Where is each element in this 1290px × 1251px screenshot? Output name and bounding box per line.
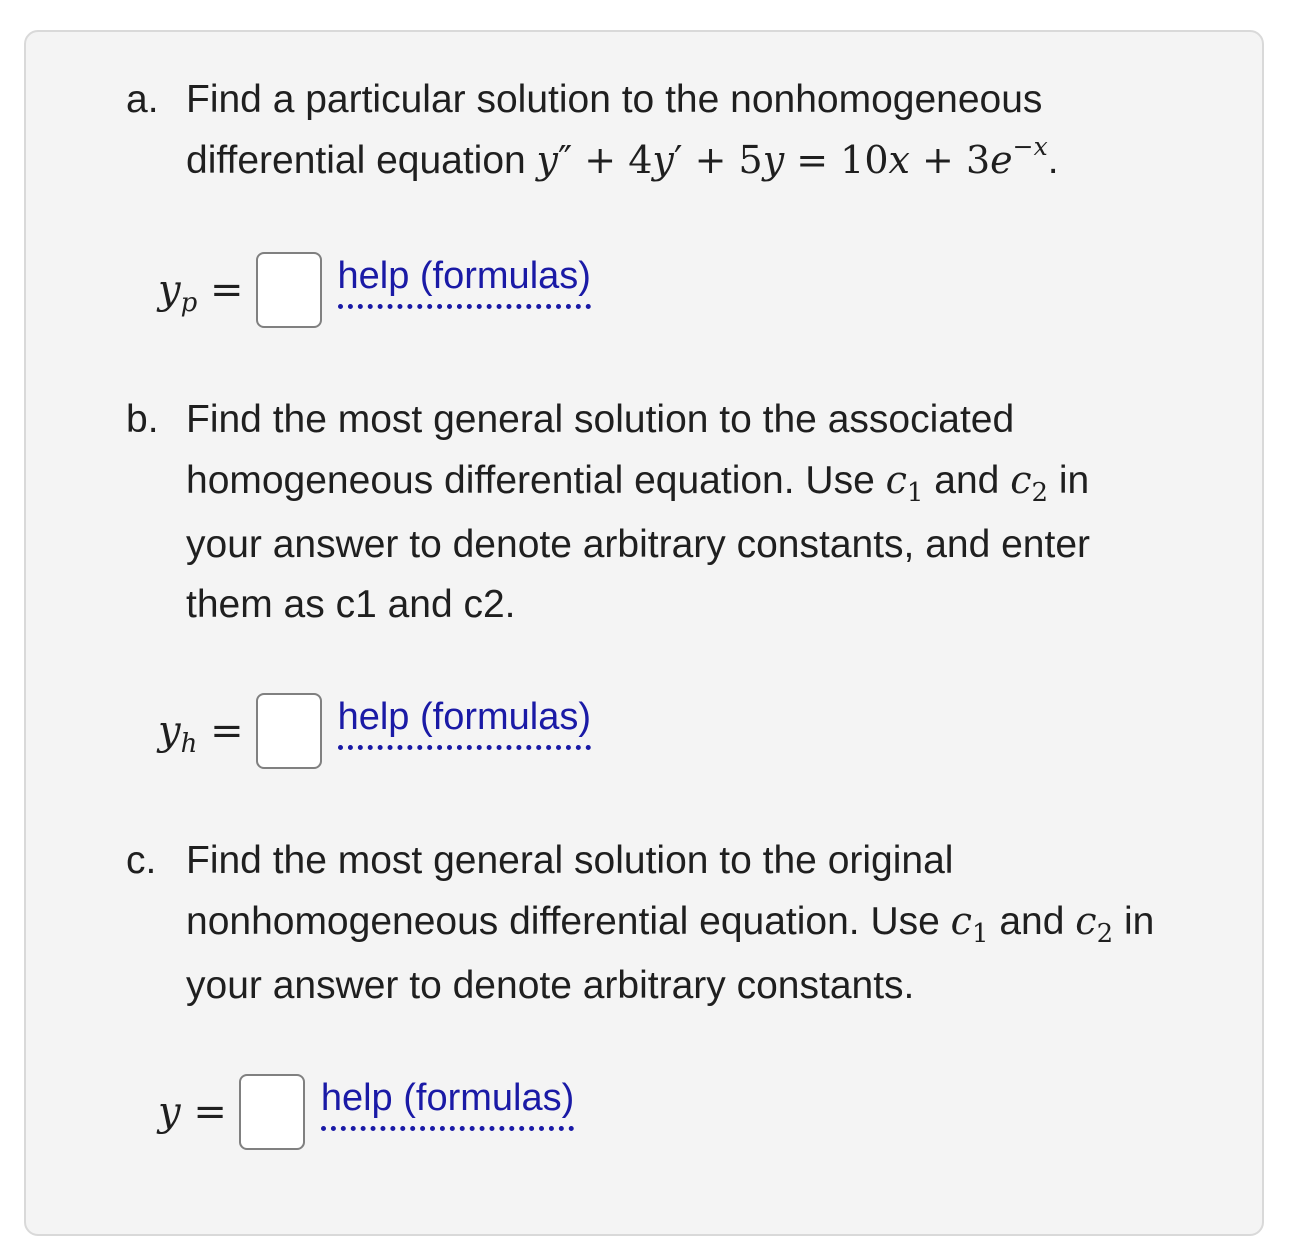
part-a-line2-prefix: differential equation: [186, 139, 537, 182]
part-a-answer-row: [158, 245, 591, 335]
part-a-line2: [186, 130, 1236, 195]
yh-answer-input[interactable]: [256, 693, 322, 769]
part-c-text: [126, 831, 1236, 1016]
part-a-text: [126, 70, 1236, 195]
part-c-answer-row: [158, 1067, 574, 1157]
yh-label: $y_h$ =: [158, 708, 244, 759]
part-c-help-link[interactable]: help (formulas): [321, 1077, 574, 1131]
y-label: y =: [158, 1089, 227, 1135]
part-c-line2: nonhomogeneous differential equation. Use $c_1$ and $c_2$ in: [186, 899, 1155, 949]
part-a-equation: $y'' + 4y' + 5y = 10x + 3e^{-x}$: [536, 132, 1048, 182]
part-a-letter: a.: [126, 78, 159, 121]
part-b-line3: your answer to denote arbitrary constants, and enter: [186, 523, 1091, 566]
part-a-help-link[interactable]: help (formulas): [338, 255, 591, 309]
part-b-help-link[interactable]: help (formulas): [338, 696, 591, 750]
yp-label: $y_p$ =: [158, 267, 244, 318]
part-a-period: .: [1047, 139, 1059, 182]
part-c-line1: Find the most general solution to the original: [186, 839, 954, 882]
part-b-answer-row: [158, 686, 591, 776]
part-a-line1: Find a particular solution to the nonhomogeneous: [186, 78, 1043, 121]
part-b-line2: homogeneous differential equation. Use $c_1$ and $c_2$ in: [186, 458, 1090, 508]
part-b-text: [126, 390, 1236, 635]
problem-card: [24, 30, 1264, 1236]
part-b-letter: b.: [126, 398, 159, 441]
part-c-line3: your answer to denote arbitrary constants.: [186, 964, 915, 1007]
part-b-line1: Find the most general solution to the associated: [186, 398, 1015, 441]
yp-answer-input[interactable]: [256, 252, 322, 328]
y-answer-input[interactable]: [239, 1074, 305, 1150]
part-c-letter: c.: [126, 839, 157, 882]
part-b-line4: them as c1 and c2.: [186, 583, 516, 626]
